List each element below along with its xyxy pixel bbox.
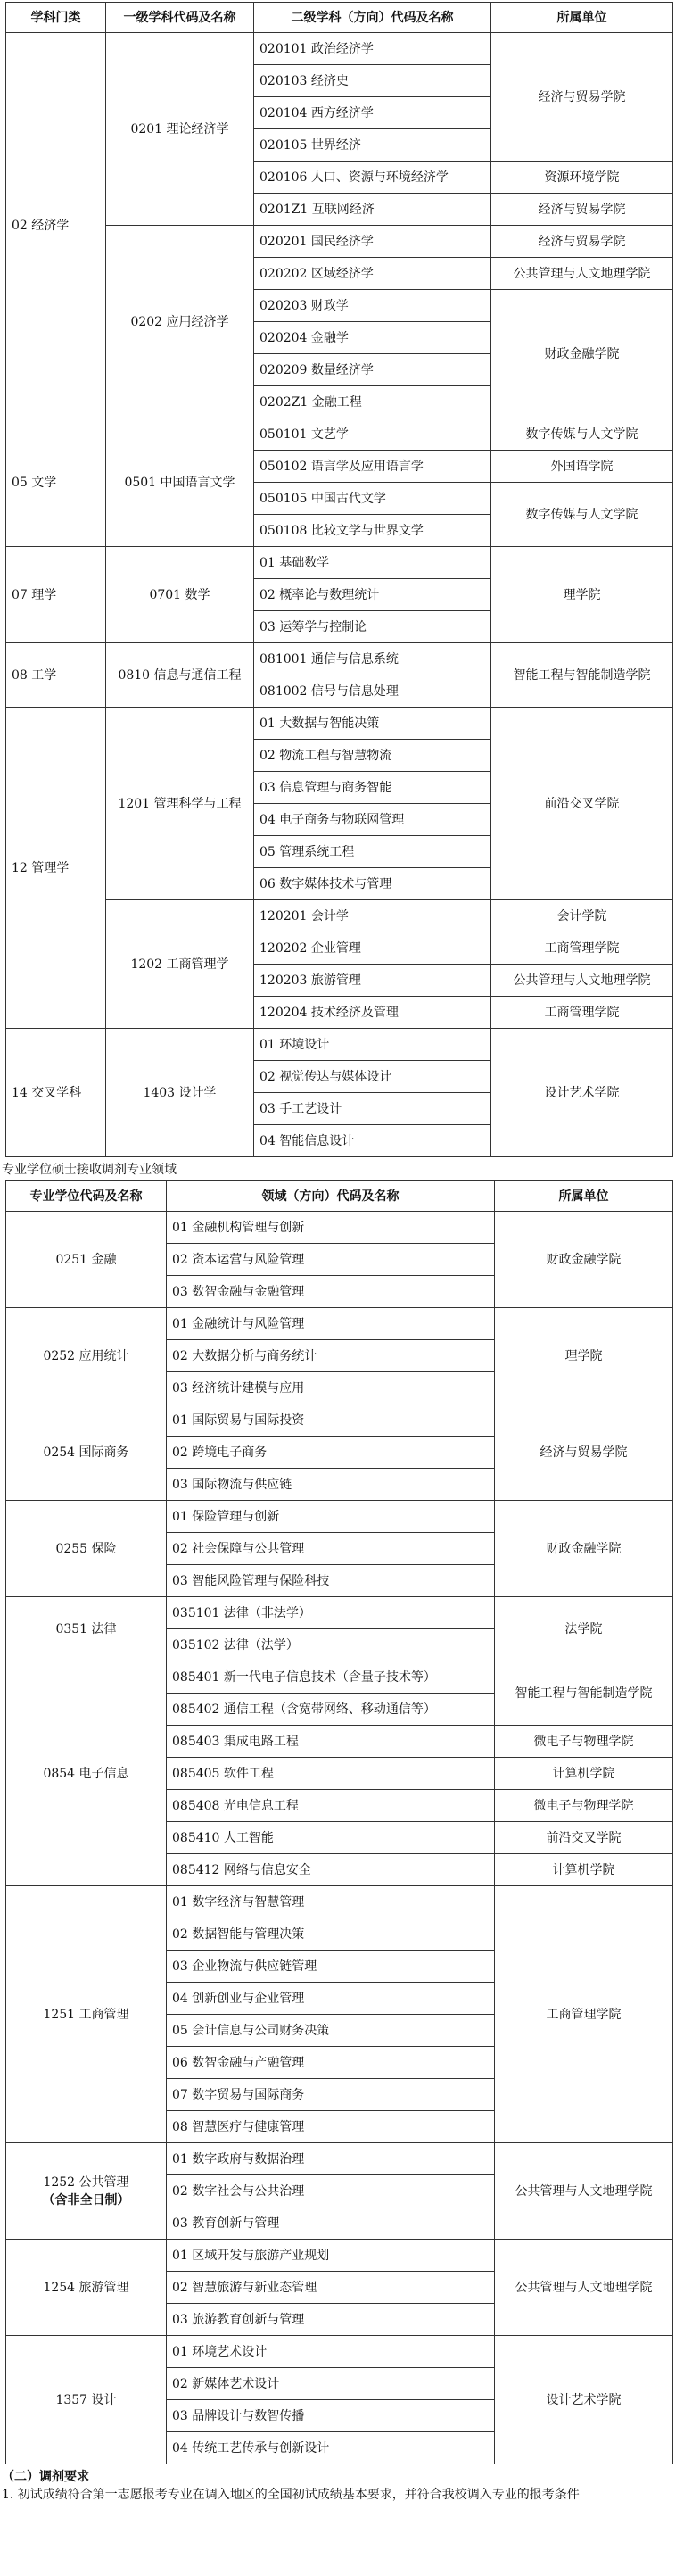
field-cell: 02 智慧旅游与新业态管理 xyxy=(167,2272,495,2304)
table-row xyxy=(6,547,673,579)
field-cell: 05 会计信息与公司财务决策 xyxy=(167,2015,495,2047)
second-level-cell: 02 物流工程与智慧物流 xyxy=(254,740,491,772)
field-cell: 03 国际物流与供应链 xyxy=(167,1469,495,1501)
table-row xyxy=(6,1886,673,1918)
field-cell: 035101 法律（非法学） xyxy=(167,1597,495,1629)
second-level-cell: 120201 会计学 xyxy=(254,900,491,932)
second-level-cell: 020209 数量经济学 xyxy=(254,354,491,386)
unit-cell: 财政金融学院 xyxy=(495,1501,673,1597)
second-level-cell: 06 数字媒体技术与管理 xyxy=(254,868,491,900)
field-cell: 01 数字政府与数据治理 xyxy=(167,2143,495,2175)
degree-cell: 1357 设计 xyxy=(6,2336,167,2464)
degree-cell: 0255 保险 xyxy=(6,1501,167,1597)
degree-cell: 0252 应用统计 xyxy=(6,1308,167,1404)
field-cell: 01 区域开发与旅游产业规划 xyxy=(167,2240,495,2272)
field-cell: 085401 新一代电子信息技术（含量子技术等） xyxy=(167,1661,495,1694)
second-level-cell: 120202 企业管理 xyxy=(254,932,491,965)
degree-name: 1252 公共管理 xyxy=(43,2174,129,2190)
second-level-cell: 02 概率论与数理统计 xyxy=(254,579,491,611)
degree-cell: 0251 金融 xyxy=(6,1212,167,1308)
requirement-text: 1. 初试成绩符合第一志愿报考专业在调入地区的全国初试成绩基本要求，并符合我校调入专业的报考条件 xyxy=(2,2488,580,2502)
second-level-cell: 050105 中国古代文学 xyxy=(254,483,491,515)
unit-cell: 法学院 xyxy=(495,1597,673,1661)
academic-degree-table xyxy=(5,2,673,1157)
table-row xyxy=(6,1404,673,1437)
category-cell: 05 文学 xyxy=(6,418,106,547)
unit-cell: 设计艺术学院 xyxy=(491,1029,673,1157)
second-level-cell: 01 大数据与智能决策 xyxy=(254,708,491,740)
field-cell: 02 跨境电子商务 xyxy=(167,1437,495,1469)
unit-cell: 财政金融学院 xyxy=(495,1212,673,1308)
unit-cell: 经济与贸易学院 xyxy=(491,33,673,162)
page xyxy=(0,2,692,2504)
field-cell: 01 国际贸易与国际投资 xyxy=(167,1404,495,1437)
first-level-cell: 0201 理论经济学 xyxy=(106,33,254,226)
unit-cell: 计算机学院 xyxy=(495,1758,673,1790)
field-cell: 085402 通信工程（含宽带网络、移动通信等） xyxy=(167,1694,495,1726)
field-cell: 01 金融统计与风险管理 xyxy=(167,1308,495,1340)
first-level-cell: 1403 设计学 xyxy=(106,1029,254,1157)
second-level-cell: 05 管理系统工程 xyxy=(254,836,491,868)
table-row xyxy=(6,900,673,932)
unit-cell: 理学院 xyxy=(491,547,673,643)
table-row xyxy=(6,1501,673,1533)
degree-cell: 0254 国际商务 xyxy=(6,1404,167,1501)
second-level-cell: 050108 比较文学与世界文学 xyxy=(254,515,491,547)
second-level-cell: 020103 经济史 xyxy=(254,65,491,97)
unit-cell: 公共管理与人文地理学院 xyxy=(491,258,673,290)
unit-cell: 经济与贸易学院 xyxy=(491,194,673,226)
first-level-cell: 1202 工商管理学 xyxy=(106,900,254,1029)
field-cell: 04 传统工艺传承与创新设计 xyxy=(167,2432,495,2464)
field-cell: 03 数智金融与金融管理 xyxy=(167,1276,495,1308)
second-level-cell: 0201Z1 互联网经济 xyxy=(254,194,491,226)
category-cell: 08 工学 xyxy=(6,643,106,708)
table-row xyxy=(6,1661,673,1694)
unit-cell: 前沿交叉学院 xyxy=(495,1822,673,1854)
second-level-cell: 020201 国民经济学 xyxy=(254,226,491,258)
unit-cell: 经济与贸易学院 xyxy=(495,1404,673,1501)
unit-cell: 资源环境学院 xyxy=(491,162,673,194)
col-header-second-level: 二级学科（方向）代码及名称 xyxy=(254,3,491,33)
unit-cell: 经济与贸易学院 xyxy=(491,226,673,258)
unit-cell: 公共管理与人文地理学院 xyxy=(491,965,673,997)
col-header-unit: 所属单位 xyxy=(495,1181,673,1212)
second-level-cell: 02 视觉传达与媒体设计 xyxy=(254,1061,491,1093)
field-cell: 04 创新创业与企业管理 xyxy=(167,1983,495,2015)
second-level-cell: 020106 人口、资源与环境经济学 xyxy=(254,162,491,194)
table-row xyxy=(6,643,673,675)
first-level-cell: 0202 应用经济学 xyxy=(106,226,254,418)
unit-cell: 计算机学院 xyxy=(495,1854,673,1886)
first-level-cell: 0501 中国语言文学 xyxy=(106,418,254,547)
degree-cell: 0351 法律 xyxy=(6,1597,167,1661)
field-cell: 03 旅游教育创新与管理 xyxy=(167,2304,495,2336)
unit-cell: 微电子与物理学院 xyxy=(495,1726,673,1758)
unit-cell: 公共管理与人文地理学院 xyxy=(495,2240,673,2336)
field-cell: 03 智能风险管理与保险科技 xyxy=(167,1565,495,1597)
unit-cell: 智能工程与智能制造学院 xyxy=(495,1661,673,1726)
section-heading: （二）调剂要求 xyxy=(2,2470,89,2484)
second-level-cell: 020105 世界经济 xyxy=(254,129,491,162)
field-cell: 085403 集成电路工程 xyxy=(167,1726,495,1758)
second-level-cell: 0202Z1 金融工程 xyxy=(254,386,491,418)
unit-cell: 理学院 xyxy=(495,1308,673,1404)
degree-cell xyxy=(6,2143,167,2240)
second-level-cell: 050101 文艺学 xyxy=(254,418,491,451)
second-level-cell: 050102 语言学及应用语言学 xyxy=(254,451,491,483)
first-level-cell: 0701 数学 xyxy=(106,547,254,643)
category-cell: 02 经济学 xyxy=(6,33,106,418)
unit-cell: 设计艺术学院 xyxy=(495,2336,673,2464)
unit-cell: 会计学院 xyxy=(491,900,673,932)
field-cell: 085412 网络与信息安全 xyxy=(167,1854,495,1886)
unit-cell: 数字传媒与人文学院 xyxy=(491,483,673,547)
unit-cell: 工商管理学院 xyxy=(491,997,673,1029)
second-level-cell: 020101 政治经济学 xyxy=(254,33,491,65)
second-level-cell: 01 基础数学 xyxy=(254,547,491,579)
table-header-row xyxy=(6,3,673,33)
unit-cell: 数字传媒与人文学院 xyxy=(491,418,673,451)
unit-cell: 财政金融学院 xyxy=(491,290,673,418)
col-header-unit: 所属单位 xyxy=(491,3,673,33)
table-row xyxy=(6,2336,673,2368)
table-row xyxy=(6,1212,673,1244)
col-header-field: 领域（方向）代码及名称 xyxy=(167,1181,495,1212)
unit-cell: 工商管理学院 xyxy=(491,932,673,965)
field-cell: 03 经济统计建模与应用 xyxy=(167,1372,495,1404)
table-row xyxy=(6,1029,673,1061)
field-cell: 02 社会保障与公共管理 xyxy=(167,1533,495,1565)
table-row xyxy=(6,226,673,258)
field-cell: 02 资本运营与风险管理 xyxy=(167,1244,495,1276)
degree-cell: 0854 电子信息 xyxy=(6,1661,167,1886)
second-level-cell: 120203 旅游管理 xyxy=(254,965,491,997)
first-level-cell: 0810 信息与通信工程 xyxy=(106,643,254,708)
first-level-cell: 1201 管理科学与工程 xyxy=(106,708,254,900)
second-level-cell: 120204 技术经济及管理 xyxy=(254,997,491,1029)
field-cell: 035102 法律（法学） xyxy=(167,1629,495,1661)
section-title: 专业学位硕士接收调剂专业领域 xyxy=(2,1163,177,1177)
unit-cell: 公共管理与人文地理学院 xyxy=(495,2143,673,2240)
second-level-cell: 03 手工艺设计 xyxy=(254,1093,491,1125)
second-level-cell: 081001 通信与信息系统 xyxy=(254,643,491,675)
second-level-cell: 020202 区域经济学 xyxy=(254,258,491,290)
field-cell: 01 环境艺术设计 xyxy=(167,2336,495,2368)
field-cell: 085410 人工智能 xyxy=(167,1822,495,1854)
second-level-cell: 01 环境设计 xyxy=(254,1029,491,1061)
field-cell: 01 金融机构管理与创新 xyxy=(167,1212,495,1244)
table-row xyxy=(6,1597,673,1629)
col-header-first-level: 一级学科代码及名称 xyxy=(106,3,254,33)
table-row xyxy=(6,708,673,740)
field-cell: 085405 软件工程 xyxy=(167,1758,495,1790)
table-row xyxy=(6,2143,673,2175)
unit-cell: 外国语学院 xyxy=(491,451,673,483)
table-row xyxy=(6,418,673,451)
field-cell: 085408 光电信息工程 xyxy=(167,1790,495,1822)
field-cell: 01 数字经济与智慧管理 xyxy=(167,1886,495,1918)
second-level-cell: 03 运筹学与控制论 xyxy=(254,611,491,643)
professional-degree-table xyxy=(5,1180,673,2464)
field-cell: 06 数智金融与产融管理 xyxy=(167,2047,495,2079)
table-row xyxy=(6,33,673,65)
degree-note: （含非全日制） xyxy=(42,2192,130,2207)
field-cell: 07 数字贸易与国际商务 xyxy=(167,2079,495,2111)
second-level-cell: 020104 西方经济学 xyxy=(254,97,491,129)
second-level-cell: 020204 金融学 xyxy=(254,322,491,354)
field-cell: 02 数字社会与公共治理 xyxy=(167,2175,495,2207)
second-level-cell: 04 智能信息设计 xyxy=(254,1125,491,1157)
field-cell: 01 保险管理与创新 xyxy=(167,1501,495,1533)
unit-cell: 前沿交叉学院 xyxy=(491,708,673,900)
second-level-cell: 020203 财政学 xyxy=(254,290,491,322)
field-cell: 03 企业物流与供应链管理 xyxy=(167,1951,495,1983)
col-header-category: 学科门类 xyxy=(6,3,106,33)
table-row xyxy=(6,1308,673,1340)
category-cell: 12 管理学 xyxy=(6,708,106,1029)
unit-cell: 智能工程与智能制造学院 xyxy=(491,643,673,708)
field-cell: 03 教育创新与管理 xyxy=(167,2207,495,2240)
category-cell: 07 理学 xyxy=(6,547,106,643)
second-level-cell: 04 电子商务与物联网管理 xyxy=(254,804,491,836)
col-header-degree: 专业学位代码及名称 xyxy=(6,1181,167,1212)
second-level-cell: 03 信息管理与商务智能 xyxy=(254,772,491,804)
degree-cell: 1251 工商管理 xyxy=(6,1886,167,2143)
unit-cell: 工商管理学院 xyxy=(495,1886,673,2143)
degree-cell: 1254 旅游管理 xyxy=(6,2240,167,2336)
field-cell: 02 大数据分析与商务统计 xyxy=(167,1340,495,1372)
field-cell: 03 品牌设计与数智传播 xyxy=(167,2400,495,2432)
field-cell: 08 智慧医疗与健康管理 xyxy=(167,2111,495,2143)
field-cell: 02 新媒体艺术设计 xyxy=(167,2368,495,2400)
second-level-cell: 081002 信号与信息处理 xyxy=(254,675,491,708)
category-cell: 14 交叉学科 xyxy=(6,1029,106,1157)
table-row xyxy=(6,2240,673,2272)
field-cell: 02 数据智能与管理决策 xyxy=(167,1918,495,1951)
unit-cell: 微电子与物理学院 xyxy=(495,1790,673,1822)
table-header-row xyxy=(6,1181,673,1212)
